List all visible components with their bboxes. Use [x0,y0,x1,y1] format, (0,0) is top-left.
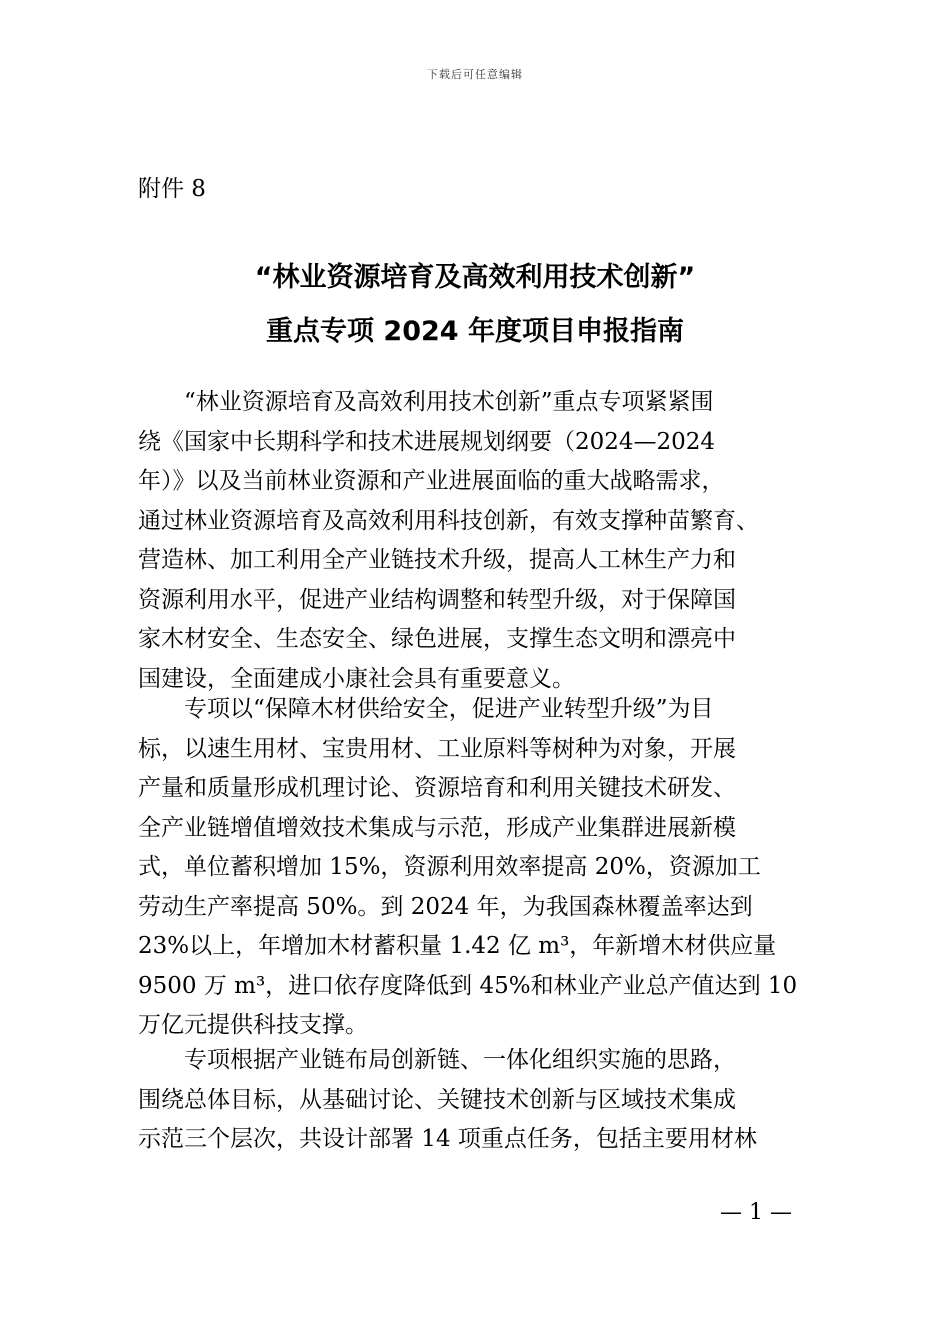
paragraph-line: 营造林、加工利用全产业链技术升级，提高人工林生产力和 [138,547,736,573]
paragraph-line: 劳动生产率提高 50%。到 2024 年，为我国森林覆盖率达到 [138,893,753,920]
paragraph-line: 万亿元提供科技支撑。 [138,1012,368,1038]
paragraph-line: 家木材安全、生态安全、绿色进展，支撑生态文明和漂亮中 [138,626,736,652]
paragraph-line: 专项以“保障木材供给安全，促进产业转型升级”为目 [184,696,714,722]
paragraph-line: 专项根据产业链布局创新链、一体化组织实施的思路， [184,1047,736,1073]
paragraph-line: 产量和质量形成机理讨论、资源培育和利用关键技术研发、 [138,775,736,801]
paragraph-line: 9500 万 m³，进口依存度降低到 45%和林业产业总产值达到 10 [138,972,798,999]
paragraph-line: 资源利用水平，促进产业结构调整和转型升级，对于保障国 [138,586,736,613]
paragraph-line: 全产业链增值增效技术集成与示范，形成产业集群进展新模 [138,814,736,841]
paragraph-line: 通过林业资源培育及高效利用科技创新，有效支撑种苗繁育、 [138,507,759,534]
paragraph-line: “林业资源培育及高效利用技术创新”重点专项紧紧围 [184,389,714,415]
paragraph-line: 绕《国家中长期科学和技术进展规划纲要（2024—2024 [138,428,716,455]
document-title-line-2: 重点专项 2024 年度项目申报指南 [266,316,684,347]
paragraph-line: 围绕总体目标，从基础讨论、关键技术创新与区域技术集成 [138,1086,736,1113]
paragraph-3 [138,1041,828,1160]
paragraph-line: 23%以上，年增加木材蓄积量 1.42 亿 m³，年新增木材供应量 [138,933,777,959]
page-number: — 1 — [720,1200,792,1225]
paragraph-line: 国建设，全面建成小康社会具有重要意义。 [138,665,575,692]
header-note: 下载后可任意编辑 [427,68,523,81]
paragraph-1 [138,383,828,699]
document-title-line-1: “林业资源培育及高效利用技术创新” [254,262,696,293]
paragraph-line: 年）》以及当前林业资源和产业进展面临的重大战略需求， [138,468,725,494]
paragraph-line: 示范三个层次，共设计部署 14 项重点任务，包括主要用材林 [138,1126,757,1152]
attachment-label: 附件 8 [138,176,206,202]
paragraph-2 [138,690,828,1046]
paragraph-line: 标，以速生用材、宝贵用材、工业原料等树种为对象，开展 [138,735,736,762]
paragraph-line: 式，单位蓄积增加 15%，资源利用效率提高 20%，资源加工 [138,854,761,880]
